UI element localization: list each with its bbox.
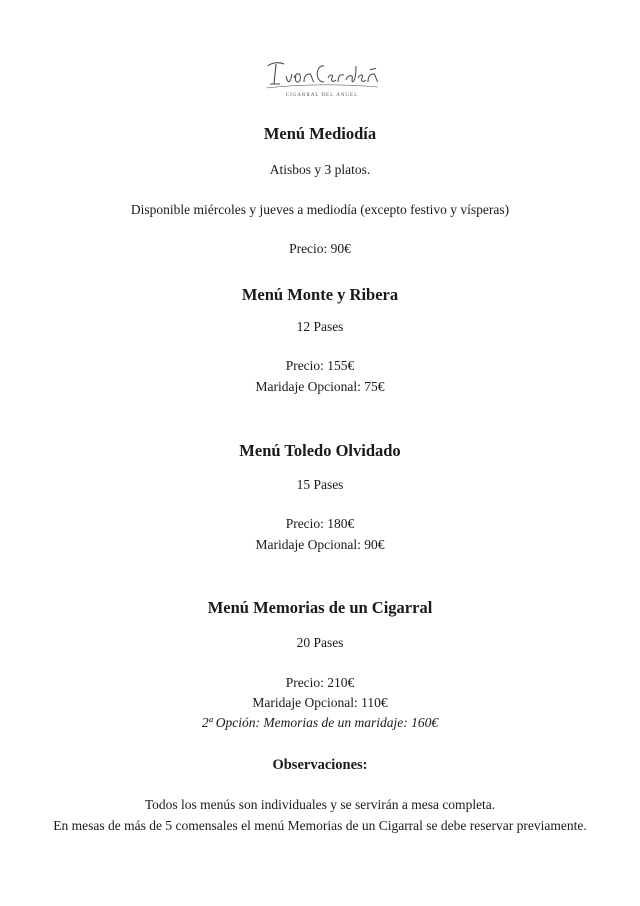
menu-availability: Disponible miércoles y jueves a mediodía (excepto festivo y vísperas): [130, 202, 510, 217]
menu-description: Atisbos y 3 platos.: [269, 162, 371, 177]
logo-signature-icon: [262, 54, 382, 94]
menu-pairing: Maridaje Opcional: 75€: [255, 379, 385, 394]
menu-price: Precio: 90€: [289, 241, 351, 256]
restaurant-logo: [262, 54, 382, 100]
menu-title: Menú Toledo Olvidado: [239, 441, 401, 460]
observation-line: Todos los menús son individuales y se servirán a mesa completa.: [144, 797, 496, 812]
menu-title: Menú Mediodía: [263, 124, 377, 143]
menu-description: 15 Pases: [296, 477, 344, 492]
logo-subtitle: CIGARRAL DEL ÁNGEL: [285, 93, 359, 98]
menu-pairing: Maridaje Opcional: 110€: [252, 695, 388, 710]
menu-title: Menú Memorias de un Cigarral: [207, 598, 433, 617]
menu-second-option: 2ª Opción: Memorias de un maridaje: 160€: [201, 715, 439, 730]
observations-title: Observaciones:: [272, 757, 368, 773]
menu-price: Precio: 155€: [285, 358, 355, 373]
menu-price: Precio: 180€: [285, 516, 355, 531]
menu-pairing: Maridaje Opcional: 90€: [255, 537, 385, 552]
observation-line: En mesas de más de 5 comensales el menú Memorias de un Cigarral se debe reservar previamente.: [53, 818, 587, 833]
menu-price: Precio: 210€: [285, 675, 355, 690]
menu-description: 12 Pases: [296, 319, 344, 334]
menu-description: 20 Pases: [296, 635, 344, 650]
menu-title: Menú Monte y Ribera: [241, 285, 399, 304]
